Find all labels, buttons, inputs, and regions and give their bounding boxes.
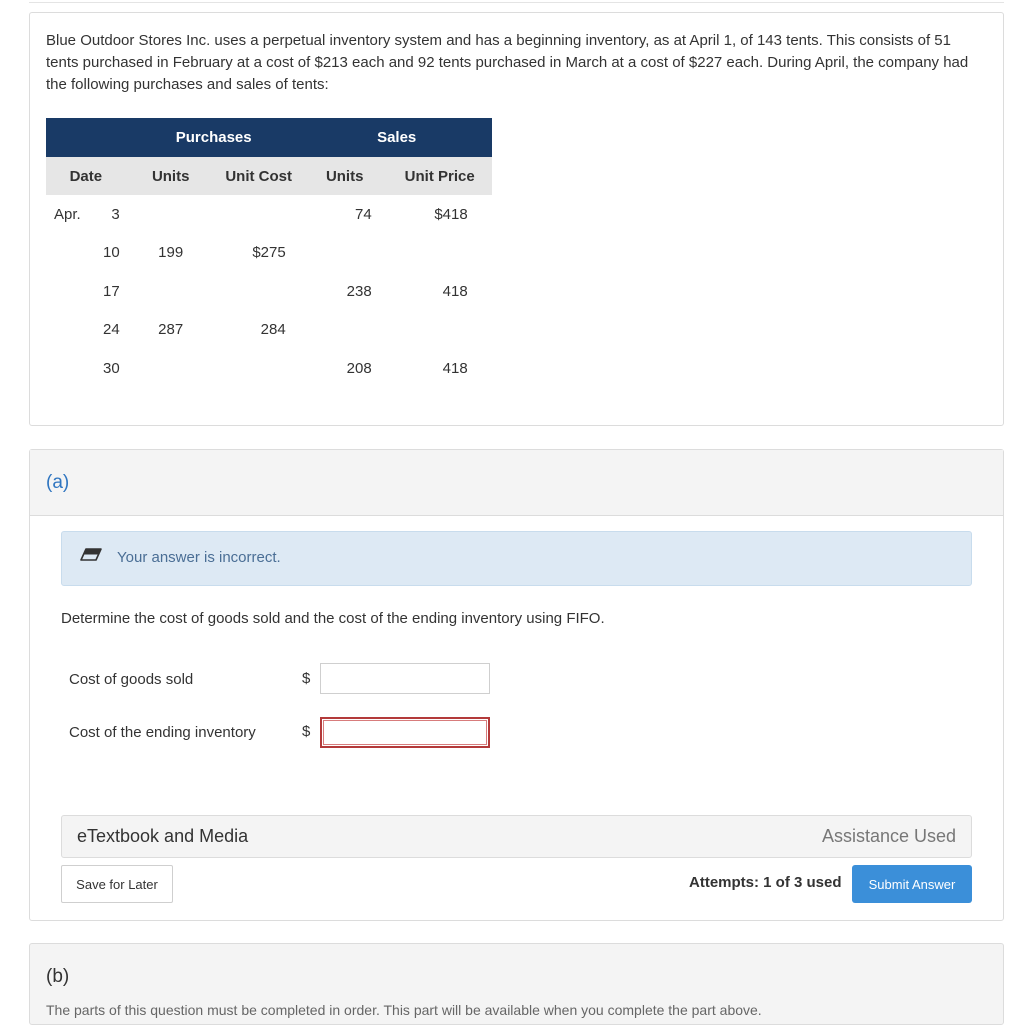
- cell-unit-price: $418: [434, 205, 468, 223]
- problem-panel: [29, 12, 1004, 426]
- assistance-used-label: Assistance Used: [821, 826, 956, 846]
- etextbook-bar[interactable]: [61, 815, 972, 858]
- cell-unit-cost: [216, 195, 302, 234]
- cell-sale-units: 238: [346, 282, 372, 300]
- cell-month: Apr.: [54, 205, 81, 223]
- cell-day: 24: [103, 321, 120, 339]
- ending-inventory-input[interactable]: [320, 717, 490, 748]
- submit-answer-button[interactable]: Submit Answer: [852, 865, 972, 903]
- cell-sale-units: [302, 234, 388, 273]
- table-row: [46, 195, 492, 234]
- ending-inventory-label: Cost of the ending inventory: [69, 724, 256, 741]
- ending-inventory-currency: $: [302, 723, 311, 740]
- part-b-panel: [29, 943, 1004, 1025]
- inventory-table: [46, 118, 492, 388]
- part-a-panel: [29, 449, 1004, 921]
- cell-purchase-units: [126, 349, 216, 388]
- feedback-text: Your answer is incorrect.: [117, 549, 281, 566]
- cell-month: [46, 349, 103, 388]
- question-text: Determine the cost of goods sold and the cost of the ending inventory using FIFO.: [61, 610, 605, 627]
- cell-purchase-units: 287: [158, 321, 184, 339]
- cogs-currency: $: [302, 670, 311, 687]
- cell-month: [46, 234, 103, 273]
- cell-unit-price: 418: [442, 282, 468, 300]
- cell-purchase-units: [126, 195, 216, 234]
- group-header-sales: Sales: [302, 118, 492, 157]
- cell-day: 17: [103, 282, 120, 300]
- col-unit-price: Unit Price: [388, 157, 492, 195]
- etextbook-label: eTextbook and Media: [77, 826, 249, 846]
- cell-day: 30: [103, 359, 120, 377]
- part-a-label: (a): [46, 472, 70, 493]
- cell-unit-cost: [216, 349, 302, 388]
- top-divider: [29, 2, 1004, 3]
- eraser-icon: [80, 548, 102, 567]
- cell-unit-cost: $275: [252, 244, 286, 262]
- save-for-later-button[interactable]: Save for Later: [61, 865, 173, 903]
- feedback-banner: [61, 531, 972, 586]
- cell-unit-price: [388, 234, 492, 273]
- cell-day: 10: [103, 244, 120, 262]
- group-header-purchases: Purchases: [126, 118, 302, 157]
- group-header-empty: [46, 118, 126, 157]
- attempts-counter: Attempts: 1 of 3 used: [689, 874, 842, 891]
- part-a-header: [30, 450, 1003, 516]
- part-b-label: (b): [46, 966, 70, 987]
- cell-unit-cost: 284: [260, 321, 286, 339]
- table-row: [46, 272, 492, 311]
- table-row: [46, 234, 492, 273]
- cell-unit-cost: [216, 272, 302, 311]
- col-purchase-units: Units: [126, 157, 216, 195]
- cell-purchase-units: [126, 272, 216, 311]
- cogs-input[interactable]: [320, 663, 490, 694]
- col-sale-units: Units: [302, 157, 388, 195]
- cell-day: 3: [111, 205, 120, 223]
- col-unit-cost: Unit Cost: [216, 157, 302, 195]
- cell-unit-price: [388, 311, 492, 350]
- part-b-note: The parts of this question must be completed in order. This part will be available when you complete the part above.: [46, 1002, 762, 1018]
- cell-purchase-units: 199: [158, 244, 184, 262]
- cell-sale-units: 208: [346, 359, 372, 377]
- cell-month: [46, 311, 103, 350]
- cell-sale-units: 74: [355, 205, 372, 223]
- cogs-label: Cost of goods sold: [69, 671, 194, 688]
- table-row: [46, 311, 492, 350]
- cell-sale-units: [302, 311, 388, 350]
- col-date: Date: [46, 157, 126, 195]
- problem-intro: Blue Outdoor Stores Inc. uses a perpetual inventory system and has a beginning inventory, as at April 1, of 143 tents. This consists of 51 tents purchased in February at a cost of $213 each and 92 tents purchased in March at a cost of $227 each. During April, the company had the following purchases and sales of tents:: [46, 32, 969, 93]
- cell-unit-price: 418: [442, 359, 468, 377]
- cell-month: [46, 272, 103, 311]
- table-row: [46, 349, 492, 388]
